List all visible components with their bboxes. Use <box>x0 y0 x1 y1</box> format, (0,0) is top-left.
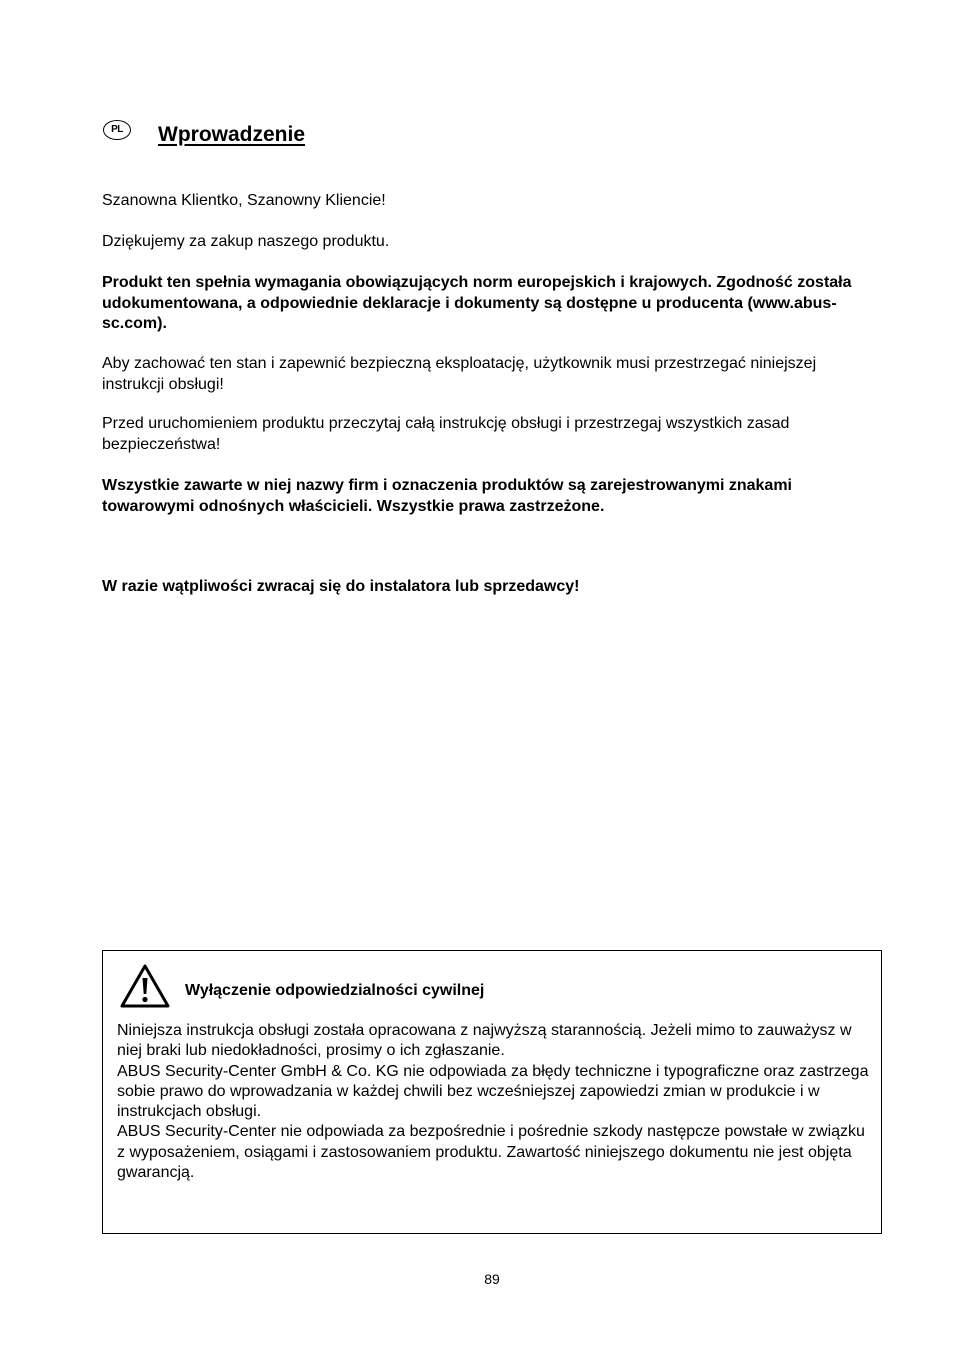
compliance-text: Produkt ten spełnia wymagania obowiązujących norm europejskich i krajowych. Zgodność została udokumentowana, a odpowiednie deklaracje i dokumenty są dostępne u producenta (www.abus-sc.com). <box>102 274 852 332</box>
greeting-text: Szanowna Klientko, Szanowny Kliencie! <box>102 192 386 209</box>
thanks-text: Dziękujemy za zakup naszego produktu. <box>102 233 390 250</box>
disclaimer-title: Wyłączenie odpowiedzialności cywilnej <box>185 982 485 999</box>
page-title: Wprowadzenie <box>158 123 306 146</box>
language-badge: PL <box>103 120 131 140</box>
trademarks-text: Wszystkie zawarte w niej nazwy firm i oznaczenia produktów są zarejestrowanymi znakami towarowymi odnośnych właścicieli. Wszystkie prawa zastrzeżone. <box>102 477 792 515</box>
disclaimer-paragraph: Niniejsza instrukcja obsługi została opracowana z najwyższą starannością. Jeżeli mimo to zauważysz w niej braki lub niedokładności, prosimy o ich zgłaszanie. <box>117 1022 852 1060</box>
disclaimer-box <box>102 950 882 1234</box>
disclaimer-body <box>117 1021 869 1183</box>
contact-text: W razie wątpliwości zwracaj się do instalatora lub sprzedawcy! <box>102 578 580 595</box>
disclaimer-paragraph: ABUS Security-Center GmbH & Co. KG nie odpowiada za błędy techniczne i typograficzne oraz zastrzega sobie prawo do wprowadzania w każdej chwili bez wcześniejszej zapowiedzi zmian w produkcie i w instrukcjach obsługi. <box>117 1062 869 1121</box>
warning-triangle-icon <box>119 963 171 1009</box>
read-first-text: Przed uruchomieniem produktu przeczytaj całą instrukcję obsługi i przestrzegaj wszystkich zasad bezpieczeństwa! <box>102 415 790 453</box>
page-number: 89 <box>484 1271 500 1287</box>
disclaimer-paragraph: ABUS Security-Center nie odpowiada za bezpośrednie i pośrednie szkody następcze powstałe w związku z wyposażeniem, osiągami i zastosowaniem produktu. Zawartość niniejszego dokumentu nie jest objęta gwarancją. <box>117 1123 865 1182</box>
maintain-text: Aby zachować ten stan i zapewnić bezpieczną eksploatację, użytkownik musi przestrzegać niniejszej instrukcji obsługi! <box>102 355 817 393</box>
